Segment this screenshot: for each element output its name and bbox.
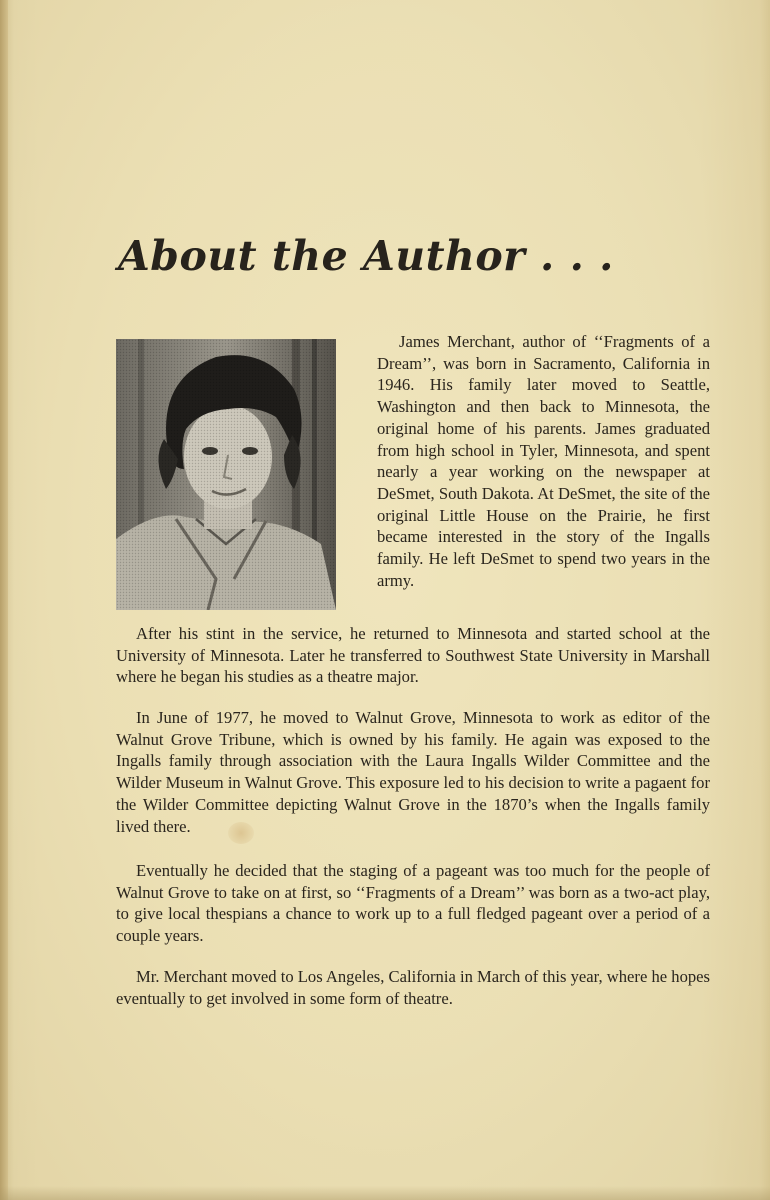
paragraph-walnut-grove: In June of 1977, he moved to Walnut Grove, Minnesota to work as editor of the Walnut Grove Tribune, which is owned by his family. He again was exposed to the Ingalls family through association with the Laura Ingalls Wilder Committee and the Wilder Museum in Walnut Grove. This exposure led to his decision to write a pagaent for the Wilder Committee depicting Walnut Grove in the 1870’s when the Ingalls family lived there. xyxy=(116,708,710,836)
page-bottom-edge xyxy=(0,1186,770,1200)
author-portrait-illustration xyxy=(116,339,336,610)
page-title: About the Author . . . xyxy=(118,232,614,280)
page-binding-edge xyxy=(0,0,8,1200)
paragraph-los-angeles: Mr. Merchant moved to Los Angeles, California in March of this year, where he hopes eventually to get involved in some form of theatre. xyxy=(116,967,710,1008)
author-photo xyxy=(116,339,336,610)
paragraph-education: After his stint in the service, he returned to Minnesota and started school at the University of Minnesota. Later he transferred to Southwest State University in Marshall where he began his studies as a theatre major. xyxy=(116,624,710,687)
paragraph-play: Eventually he decided that the staging of a pageant was too much for the people of Walnut Grove to take on at first, so ‘‘Fragments of a Dream’’ was born as a two-act play, to give local thespians a chance to work up to a full fledged pageant over a period of a couple years. xyxy=(116,861,710,946)
paragraph-intro: James Merchant, author of ‘‘Fragments of a Dream’’, was born in Sacramento, California in 1946. His family later moved to Seattle, Washington and then back to Minnesota, the original home of his parents. James graduated from high school in Tyler, Minnesota, and spent nearly a year working on the newspaper at DeSmet, South Dakota. At DeSmet, the site of the original Little House on the Prairie, he first became interested in the story of the Ingalls family. He left DeSmet to spend two years in the army. xyxy=(377,332,710,590)
